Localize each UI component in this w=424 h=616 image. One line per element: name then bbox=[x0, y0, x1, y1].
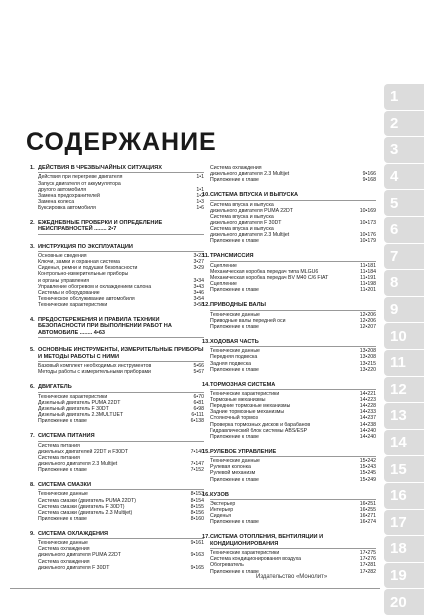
entry-page: 6•98 bbox=[193, 405, 204, 412]
chapter-tab: 3 bbox=[384, 137, 424, 163]
section-heading bbox=[202, 492, 376, 500]
entry-text: Система смазки (двигатель 2.3 Multijet) bbox=[38, 509, 133, 516]
section-heading bbox=[202, 253, 376, 261]
entry-text: Управление обогревом и охлаждением салона bbox=[38, 283, 152, 290]
toc-section bbox=[30, 317, 204, 338]
entry-page: 3•29 bbox=[193, 265, 204, 272]
section-number: 2. bbox=[30, 219, 35, 226]
chapter-tab: 20 bbox=[384, 589, 424, 615]
entry-page: 3•27 bbox=[193, 259, 204, 266]
entry-page: 1•6 bbox=[196, 204, 204, 211]
entry-page: 9•166 bbox=[362, 171, 376, 178]
entry-text: Приложение к главе bbox=[38, 466, 87, 473]
chapter-tab: 5 bbox=[384, 190, 424, 216]
entry-text: Запуск двигателя от аккумулятора bbox=[38, 180, 121, 187]
entry-page: 14•238 bbox=[359, 421, 376, 428]
entry-text: Задняя подвеска bbox=[210, 360, 252, 367]
entry-text: Тормозные механизмы bbox=[210, 397, 266, 404]
entry-page: 17•282 bbox=[359, 568, 376, 575]
section-title: ТОРМОЗНАЯ СИСТЕМА bbox=[210, 382, 376, 390]
section-title: ТРАНСМИССИЯ bbox=[210, 253, 376, 261]
toc-entry bbox=[202, 287, 376, 293]
toc-section bbox=[202, 339, 376, 373]
entry-page: 11•198 bbox=[360, 281, 376, 288]
section-number: 13. bbox=[202, 338, 210, 345]
entry-text: Приложение к главе bbox=[210, 366, 259, 373]
section-heading bbox=[30, 220, 204, 235]
chapter-tab: 11 bbox=[384, 350, 424, 376]
entry-page: 1•3 bbox=[196, 198, 204, 205]
section-number: 17. bbox=[202, 534, 210, 541]
entry-text: Техническое обслуживание автомобиля bbox=[38, 295, 135, 302]
entry-page: 12•206 bbox=[359, 317, 376, 324]
entry-page: 11•184 bbox=[360, 268, 376, 275]
left-column bbox=[30, 165, 204, 580]
toc-section bbox=[202, 534, 376, 574]
entry-page: 6•70 bbox=[193, 393, 204, 400]
entry-text: Рулевой механизм bbox=[210, 470, 256, 477]
section-title: ХОДОВАЯ ЧАСТЬ bbox=[210, 339, 376, 347]
entry-text: Системы и оборудование bbox=[38, 289, 100, 296]
entry-page: 13•220 bbox=[359, 366, 376, 373]
entry-text: Буксировка автомобиля bbox=[38, 204, 96, 211]
entry-page: 11•191 bbox=[360, 274, 376, 281]
section-title: СИСТЕМА ОТОПЛЕНИЯ, ВЕНТИЛЯЦИИ И КОНДИЦИОНИРОВАНИЯ bbox=[210, 534, 376, 549]
section-heading bbox=[202, 382, 376, 390]
entry-text: и органы управления bbox=[38, 277, 90, 284]
entry-text: Технические характеристики bbox=[38, 393, 108, 400]
entry-text: Приложение к главе bbox=[210, 238, 259, 245]
section-title: СИСТЕМА СМАЗКИ bbox=[38, 482, 204, 490]
entry-text: Сцепление bbox=[210, 281, 237, 288]
toc-section bbox=[202, 192, 376, 244]
entry-text: Система питания bbox=[38, 442, 80, 449]
entry-text: Основные сведения bbox=[38, 253, 87, 260]
entry-text: Дизельный двигатель F 30DT bbox=[38, 405, 109, 412]
section-heading bbox=[202, 339, 376, 347]
toc-entry bbox=[202, 434, 376, 440]
entry-text: дизельных двигателей 22DT и F30DT bbox=[38, 448, 129, 455]
entry-page: 14•240 bbox=[359, 433, 376, 440]
chapter-tab: 14 bbox=[384, 430, 424, 456]
entry-page: 9•165 bbox=[190, 564, 204, 571]
chapter-tab: 15 bbox=[384, 456, 424, 482]
toc-section bbox=[30, 165, 204, 211]
entry-text: Система охлаждения bbox=[210, 165, 262, 171]
entry-page: 10•179 bbox=[359, 238, 376, 245]
entry-page: 15•243 bbox=[359, 464, 376, 471]
toc-entry bbox=[30, 369, 204, 375]
chapter-tab: 4 bbox=[384, 164, 424, 190]
entry-text: Проверка тормозных дисков и барабанов bbox=[210, 421, 311, 428]
entry-page: 3•43 bbox=[193, 283, 204, 290]
entry-text: другого автомобиля bbox=[38, 186, 87, 193]
entry-page: 15•245 bbox=[359, 470, 376, 477]
toc-section bbox=[30, 384, 204, 424]
section-title: СИСТЕМА ПИТАНИЯ bbox=[38, 433, 204, 441]
entry-page: 17•275 bbox=[359, 550, 376, 557]
entry-page: 8•160 bbox=[190, 515, 204, 522]
section-number: 8. bbox=[30, 482, 35, 488]
entry-text: Задние тормозные механизмы bbox=[210, 409, 285, 416]
section-number: 12. bbox=[202, 302, 210, 309]
section-title: ПРИВОДНЫЕ ВАЛЫ bbox=[210, 302, 376, 310]
section-title: РУЛЕВОЕ УПРАВЛЕНИЕ bbox=[210, 449, 376, 457]
entry-page: 14•240 bbox=[359, 427, 376, 434]
entry-page: 14•223 bbox=[359, 397, 376, 404]
section-title: СИСТЕМА ВПУСКА И ВЫПУСКА bbox=[210, 192, 376, 200]
entry-text: Приложение к главе bbox=[210, 323, 259, 330]
section-heading bbox=[202, 449, 376, 457]
section-number: 4. bbox=[30, 317, 35, 324]
entry-page: 16•255 bbox=[359, 507, 376, 514]
entry-text: Методы работы с измерительными приборами bbox=[38, 369, 151, 376]
entry-page: 6•138 bbox=[190, 418, 204, 425]
entry-page: 10•173 bbox=[359, 219, 376, 226]
entry-page: 11•201 bbox=[360, 287, 376, 294]
chapter-tab: 8 bbox=[384, 270, 424, 296]
entry-text: Система смазки (двигатель PUMA 22DT) bbox=[38, 497, 137, 504]
entry-text: Система питания bbox=[38, 454, 80, 461]
entry-text: Приложение к главе bbox=[210, 177, 259, 184]
toc-section bbox=[30, 220, 204, 235]
toc-entry bbox=[202, 238, 376, 244]
entry-text: Приложение к главе bbox=[210, 519, 259, 526]
section-number: 11. bbox=[202, 253, 210, 260]
entry-text: Дизельный двигатель PUMA 22DT bbox=[38, 399, 121, 406]
entry-text: Приложение к главе bbox=[210, 568, 259, 575]
entry-text: Действия при перегреве двигателя bbox=[38, 174, 123, 181]
entry-text: Сиденья bbox=[210, 513, 231, 520]
toc-entry bbox=[30, 418, 204, 424]
right-column bbox=[202, 165, 376, 584]
toc-entry bbox=[30, 516, 204, 522]
section-number: 16. bbox=[202, 491, 210, 498]
entry-text: Система охлаждения bbox=[38, 546, 90, 553]
entry-text: Технические характеристики bbox=[38, 301, 108, 308]
entry-page: 7•147 bbox=[190, 460, 204, 467]
toc-section bbox=[202, 165, 376, 183]
entry-page: 6•81 bbox=[193, 399, 204, 406]
entry-page: 9•161 bbox=[190, 540, 204, 547]
chapter-tabs bbox=[384, 84, 424, 616]
chapter-tab: 16 bbox=[384, 483, 424, 509]
entry-text: Рулевая колонка bbox=[210, 464, 251, 471]
chapter-tab: 6 bbox=[384, 217, 424, 243]
section-number: 7. bbox=[30, 433, 35, 440]
toc-entry bbox=[202, 519, 376, 525]
entry-page: 17•281 bbox=[359, 562, 376, 569]
entry-text: Сиденья, ремни и подушки безопасности bbox=[38, 265, 138, 272]
toc-section bbox=[202, 492, 376, 526]
entry-page: 5•66 bbox=[193, 363, 204, 370]
entry-page: 3•54 bbox=[193, 295, 204, 302]
entry-page: 9•168 bbox=[362, 177, 376, 184]
entry-page: 7•140 bbox=[190, 448, 204, 455]
entry-text: Ключи, замки и охранная система bbox=[38, 259, 120, 266]
entry-text: Приложение к главе bbox=[210, 433, 259, 440]
entry-page: 12•207 bbox=[359, 323, 376, 330]
toc-section bbox=[30, 531, 204, 571]
entry-text: дизельного двигателя 2.3 Multijet bbox=[210, 232, 290, 239]
section-number: 6. bbox=[30, 384, 35, 391]
section-title: ПРЕДОСТЕРЕЖЕНИЯ И ПРАВИЛА ТЕХНИКИ БЕЗОПАСНОСТИ ПРИ ВЫПОЛНЕНИИ РАБОТ НА АВТОМОБИЛЕ ........ 4•63 bbox=[38, 317, 204, 338]
section-heading bbox=[202, 192, 376, 200]
entry-page: 15•242 bbox=[359, 458, 376, 465]
page-title: СОДЕРЖАНИЕ bbox=[26, 128, 217, 156]
entry-text: Замена колеса bbox=[38, 198, 75, 205]
entry-text: Приводные валы передней оси bbox=[210, 317, 286, 324]
entry-page: 5•67 bbox=[193, 369, 204, 376]
toc-section bbox=[30, 433, 204, 473]
toc-entry bbox=[30, 467, 204, 473]
entry-page: 17•276 bbox=[359, 556, 376, 563]
toc-entry bbox=[30, 302, 204, 308]
toc-section bbox=[30, 244, 204, 308]
entry-text: Система кондиционирования воздуха bbox=[210, 556, 302, 563]
section-number: 14. bbox=[202, 381, 210, 388]
entry-text: Сцепление bbox=[210, 262, 237, 269]
entry-page: 11•181 bbox=[360, 262, 376, 269]
entry-text: дизельного двигателя PUMA 22DT bbox=[38, 552, 121, 559]
entry-text: Технические данные bbox=[210, 458, 260, 465]
section-title: ЕЖЕДНЕВНЫЕ ПРОВЕРКИ И ОПРЕДЕЛЕНИЕ НЕИСПРАВНОСТЕЙ ........ 2•7 bbox=[38, 220, 204, 235]
footer-divider bbox=[10, 588, 380, 589]
entry-page: 16•271 bbox=[359, 513, 376, 520]
entry-page: 8•156 bbox=[190, 509, 204, 516]
toc-section bbox=[202, 253, 376, 293]
entry-page: 14•237 bbox=[359, 415, 376, 422]
toc-section bbox=[202, 302, 376, 330]
section-heading bbox=[30, 317, 204, 338]
section-number: 3. bbox=[30, 243, 35, 250]
entry-text: Система охлаждения bbox=[38, 558, 90, 565]
entry-text: Приложение к главе bbox=[210, 287, 259, 294]
entry-text: Система впуска и выпуска bbox=[210, 213, 274, 220]
entry-text: Базовый комплект необходимых инструментов bbox=[38, 363, 152, 370]
toc-entry bbox=[202, 367, 376, 373]
entry-text: Контрольно-измерительные приборы bbox=[38, 271, 129, 278]
entry-text: Система смазки (двигатель F 30DT) bbox=[38, 503, 125, 510]
entry-text: дизельного двигателя PUMA 22DT bbox=[210, 207, 293, 214]
toc-section bbox=[30, 347, 204, 375]
entry-text: Передняя подвеска bbox=[210, 354, 258, 361]
section-heading bbox=[30, 433, 204, 441]
entry-page: 3•46 bbox=[193, 289, 204, 296]
section-heading bbox=[202, 534, 376, 549]
entry-page: 7•152 bbox=[190, 466, 204, 473]
section-title: СИСТЕМА ОХЛАЖДЕНИЯ bbox=[38, 531, 204, 539]
entry-text: Передние тормозные механизмы bbox=[210, 403, 291, 410]
entry-text: Система впуска и выпуска bbox=[210, 201, 274, 208]
entry-page: 10•169 bbox=[359, 207, 376, 214]
publisher-label: Издательство «Монолит» bbox=[256, 574, 328, 580]
section-number: 9. bbox=[30, 530, 35, 537]
chapter-tab: 13 bbox=[384, 403, 424, 429]
toc-entry bbox=[202, 177, 376, 183]
entry-text: дизельного двигателя F 30DT bbox=[38, 564, 110, 571]
entry-page: 10•176 bbox=[359, 232, 376, 239]
entry-text: Дизельный двигатель 2.3MULTIJET bbox=[38, 411, 124, 418]
entry-text: Система впуска и выпуска bbox=[210, 226, 274, 233]
entry-page: 8•153 bbox=[190, 491, 204, 498]
entry-text: Технические данные bbox=[38, 491, 88, 498]
section-heading bbox=[30, 482, 204, 490]
section-heading bbox=[30, 244, 204, 252]
entry-text: Технические данные bbox=[38, 540, 88, 547]
entry-page: 3•34 bbox=[193, 277, 204, 284]
toc-entry bbox=[202, 324, 376, 330]
section-number: 10. bbox=[202, 192, 210, 199]
toc-entry bbox=[30, 565, 204, 571]
chapter-tab: 2 bbox=[384, 111, 424, 137]
entry-page: 1•2 bbox=[196, 192, 204, 199]
entry-text: Гидравлический блок системы ABS/ESP bbox=[210, 427, 308, 434]
entry-text: Замена предохранителей bbox=[38, 192, 100, 199]
section-number: 1. bbox=[30, 165, 35, 171]
section-heading bbox=[30, 165, 204, 173]
section-title: ДЕЙСТВИЯ В ЧРЕЗВЫЧАЙНЫХ СИТУАЦИЯХ bbox=[38, 165, 204, 173]
section-heading bbox=[202, 302, 376, 310]
toc-section bbox=[202, 449, 376, 483]
entry-page: 1•1 bbox=[196, 186, 204, 193]
entry-text: Механическая коробка передач BV M40 C/6 FIAT bbox=[210, 274, 329, 281]
entry-page: 9•163 bbox=[190, 552, 204, 559]
entry-page: 6•111 bbox=[191, 411, 204, 418]
entry-text: Обогреватель bbox=[210, 562, 244, 569]
toc-section bbox=[202, 382, 376, 440]
entry-text: Стояночный тормоз bbox=[210, 415, 258, 422]
toc-section bbox=[30, 482, 204, 522]
section-number: 5. bbox=[30, 347, 35, 354]
entry-page: 1•1 bbox=[196, 174, 204, 181]
chapter-tab: 7 bbox=[384, 244, 424, 270]
entry-page: 3•58 bbox=[193, 301, 204, 308]
toc-entry bbox=[30, 205, 204, 211]
section-title: ОСНОВНЫЕ ИНСТРУМЕНТЫ, ИЗМЕРИТЕЛЬНЫЕ ПРИБОРЫ И МЕТОДЫ РАБОТЫ С НИМИ bbox=[38, 347, 204, 362]
entry-text: Приложение к главе bbox=[38, 515, 87, 522]
chapter-tab: 12 bbox=[384, 377, 424, 403]
entry-text: Технические данные bbox=[210, 348, 260, 355]
section-title: ДВИГАТЕЛЬ bbox=[38, 384, 204, 392]
entry-text: дизельного двигателя 2.3 Multijet bbox=[38, 460, 118, 467]
section-heading bbox=[30, 384, 204, 392]
entry-text: Механическая коробка передач типа MLGU6 bbox=[210, 268, 319, 275]
entry-text: Приложение к главе bbox=[210, 476, 259, 483]
entry-page: 12•206 bbox=[359, 311, 376, 318]
entry-page: 8•154 bbox=[190, 497, 204, 504]
entry-text: Приложение к главе bbox=[38, 418, 87, 425]
section-number: 15. bbox=[202, 448, 210, 455]
entry-text: Технические характеристики bbox=[210, 550, 280, 557]
entry-page: 14•228 bbox=[359, 403, 376, 410]
entry-text: Технические характеристики bbox=[210, 391, 280, 398]
chapter-tab: 17 bbox=[384, 510, 424, 536]
entry-page: 3•23 bbox=[193, 253, 204, 260]
entry-page: 14•233 bbox=[359, 409, 376, 416]
entry-page: 8•155 bbox=[190, 503, 204, 510]
entry-text: Экстерьер bbox=[210, 501, 236, 508]
section-title: ИНСТРУКЦИЯ ПО ЭКСПЛУАТАЦИИ bbox=[38, 244, 204, 252]
section-heading bbox=[30, 347, 204, 362]
chapter-tab: 19 bbox=[384, 563, 424, 589]
entry-text: Технические данные bbox=[210, 311, 260, 318]
entry-text: Интерьер bbox=[210, 507, 234, 514]
chapter-tab: 18 bbox=[384, 536, 424, 562]
entry-page: 16•251 bbox=[359, 501, 376, 508]
entry-page: 13•215 bbox=[359, 360, 376, 367]
chapter-tab: 10 bbox=[384, 323, 424, 349]
entry-page: 15•249 bbox=[359, 476, 376, 483]
entry-page: 13•208 bbox=[359, 354, 376, 361]
chapter-tab: 9 bbox=[384, 297, 424, 323]
entry-text: дизельного двигателя F 30DT bbox=[210, 219, 282, 226]
entry-page: 16•274 bbox=[359, 519, 376, 526]
toc-entry bbox=[202, 477, 376, 483]
section-heading bbox=[30, 531, 204, 539]
chapter-tab: 1 bbox=[384, 84, 424, 110]
entry-text: дизельного двигателя 2.3 Multijet bbox=[210, 171, 290, 178]
entry-page: 13•208 bbox=[359, 348, 376, 355]
entry-page: 14•221 bbox=[359, 391, 376, 398]
section-title: КУЗОВ bbox=[210, 492, 376, 500]
